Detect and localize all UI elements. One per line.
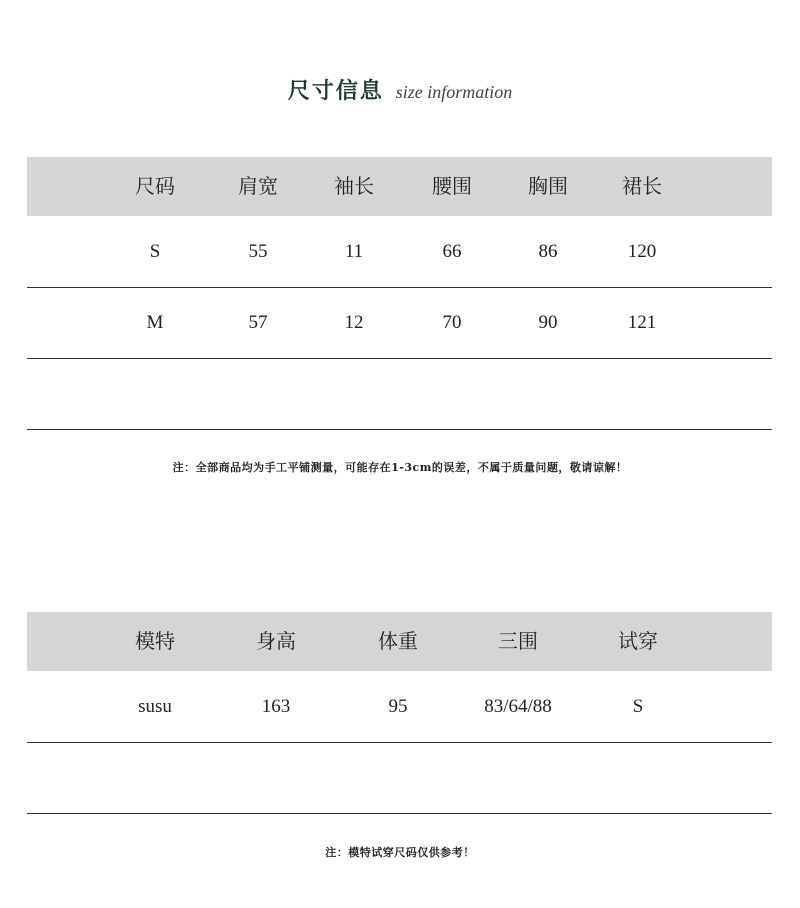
size-cell: 121 [627, 312, 657, 333]
size-cell: 57 [248, 312, 268, 333]
model-header-cell: 身高 [256, 629, 296, 653]
size-cell: 11 [344, 241, 364, 262]
size-cell: 55 [248, 241, 268, 262]
title-chinese: 尺寸信息 [287, 78, 384, 104]
size-cell: 12 [344, 312, 364, 333]
model-cell: S [632, 696, 644, 717]
table-row-empty [27, 742, 772, 814]
size-table [27, 157, 772, 429]
size-header-cell: 肩宽 [238, 174, 278, 198]
title-english: size information [395, 82, 513, 102]
model-header-cell: 三围 [498, 629, 538, 653]
size-table-header [27, 157, 772, 216]
size-header-cell: 尺码 [135, 174, 175, 198]
model-cell: 83/64/88 [484, 696, 552, 717]
model-header-cell: 体重 [378, 629, 418, 653]
size-header-cell: 胸围 [528, 174, 568, 198]
table-row [27, 671, 772, 743]
size-cell: 66 [442, 241, 462, 262]
model-cell: 95 [388, 696, 408, 717]
size-note: 注：全部商品均为手工平铺测量，可能存在1-3cm的误差，不属于质量问题，敬请谅解！ [172, 461, 628, 474]
model-table-header [27, 612, 772, 671]
size-cell: 70 [442, 312, 462, 333]
size-header-cell: 腰围 [432, 174, 472, 198]
model-header-cell: 试穿 [618, 629, 658, 653]
size-cell: M [146, 312, 164, 333]
size-cell: S [149, 241, 161, 262]
model-cell: susu [138, 696, 172, 717]
page-title [0, 74, 800, 114]
table-row [27, 216, 772, 288]
table-row [27, 287, 772, 359]
size-header-cell: 袖长 [334, 174, 374, 198]
size-cell: 120 [627, 241, 657, 262]
model-table [27, 612, 772, 814]
model-cell: 163 [261, 696, 291, 717]
size-cell: 86 [538, 241, 558, 262]
table-row-empty [27, 358, 772, 430]
size-header-cell: 裙长 [622, 174, 662, 198]
model-note: 注：模特试穿尺码仅供参考！ [325, 846, 475, 859]
model-header-cell: 模特 [135, 629, 175, 653]
size-cell: 90 [538, 312, 558, 333]
